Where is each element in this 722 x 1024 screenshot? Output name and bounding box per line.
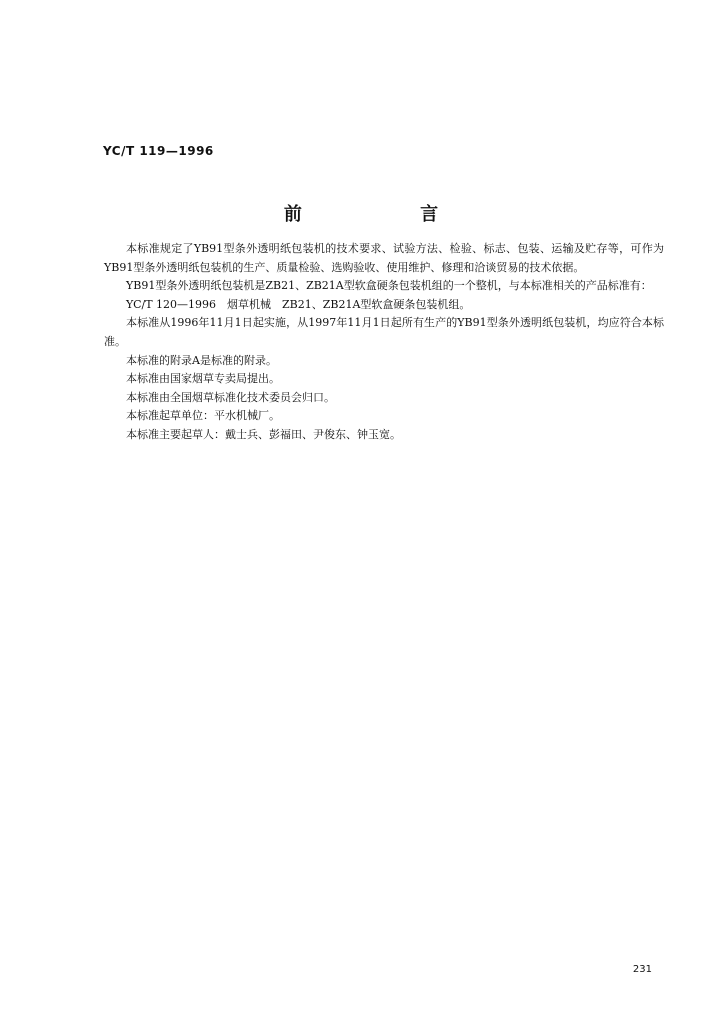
paragraph-effective-date: 本标准从1996年11月1日起实施，从1997年11月1日起所有生产的YB91型条外透明纸包装机，均应符合本标准。 bbox=[104, 316, 664, 348]
paragraph-scope: 本标准规定了YB91型条外透明纸包装机的技术要求、试验方法、检验、标志、包装、运输及贮存等，可作为YB91型条外透明纸包装机的生产、质量检验、选购验收、使用维护、修理和洽谈贸易的技术依据。 bbox=[104, 242, 664, 274]
paragraph-centralized-by: 本标准由全国烟草标准化技术委员会归口。 bbox=[126, 390, 335, 404]
foreword-body bbox=[104, 240, 664, 445]
paragraph-related-standard-item: YC/T 120—1996 烟草机械 ZB21、ZB21A型软盒硬条包装机组。 bbox=[126, 297, 471, 311]
page-number: 231 bbox=[632, 964, 652, 975]
standard-code: YC/T 119—1996 bbox=[103, 144, 214, 158]
paragraph-drafting-unit: 本标准起草单位：平水机械厂。 bbox=[126, 409, 280, 423]
paragraph-drafters: 本标准主要起草人：戴士兵、彭福田、尹俊东、钟玉宽。 bbox=[126, 427, 401, 441]
paragraph-related-standards: YB91型条外透明纸包装机是ZB21、ZB21A型软盒硬条包装机组的一个整机，与本标准相关的产品标准有： bbox=[126, 279, 652, 293]
page-title: 前 言 bbox=[283, 204, 495, 225]
paragraph-proposed-by: 本标准由国家烟草专卖局提出。 bbox=[126, 372, 280, 386]
paragraph-appendix: 本标准的附录A是标准的附录。 bbox=[126, 353, 277, 367]
